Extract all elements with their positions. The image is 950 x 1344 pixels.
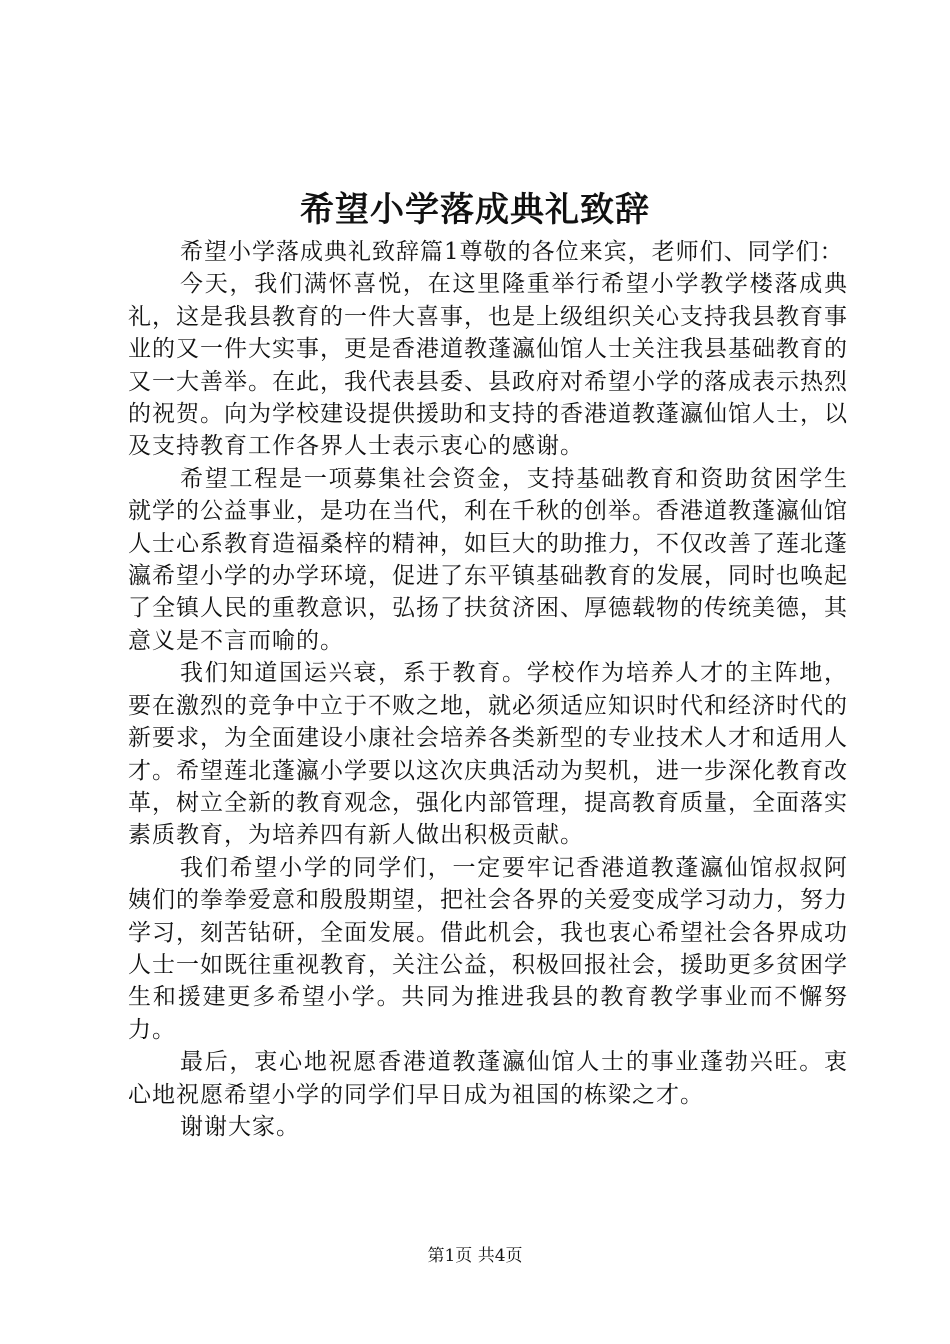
paragraph-5: 最后，衷心地祝愿香港道教蓬瀛仙馆人士的事业蓬勃兴旺。衷心地祝愿希望小学的同学们早日成为祖国的栋梁之才。 — [128, 1049, 848, 1108]
intro-paragraph: 希望小学落成典礼致辞篇1尊敬的各位来宾，老师们、同学们： — [180, 239, 844, 265]
paragraph-2: 希望工程是一项募集社会资金，支持基础教育和资助贫困学生就学的公益事业，是功在当代，利在千秋的创举。香港道教蓬瀛仙馆人士心系教育造福桑梓的精神，如巨大的助推力，不仅改善了莲北蓬瀛希望小学的办学环境，促进了东平镇基础教育的发展，同时也唤起了全镇人民的重教意识，弘扬了扶贫济困、厚德载物的传统美德，其意义是不言而喻的。 — [128, 465, 848, 654]
paragraph-1: 今天，我们满怀喜悦，在这里隆重举行希望小学教学楼落成典礼，这是我县教育的一件大喜事，也是上级组织关心支持我县教育事业的又一件大实事，更是香港道教蓬瀛仙馆人士关注我县基础教育的又一大善举。在此，我代表县委、县政府对希望小学的落成表示热烈的祝贺。向为学校建设提供援助和支持的香港道教蓬瀛仙馆人士，以及支持教育工作各界人士表示衷心的感谢。 — [128, 271, 848, 460]
document-body — [128, 236, 848, 1143]
paragraph-4: 我们希望小学的同学们，一定要牢记香港道教蓬瀛仙馆叔叔阿姨们的拳拳爱意和殷殷期望，把社会各界的关爱变成学习动力，努力学习，刻苦钻研，全面发展。借此机会，我也衷心希望社会各界成功人士一如既往重视教育，关注公益，积极回报社会，援助更多贫困学生和援建更多希望小学。共同为推进我县的教育教学事业而不懈努力。 — [128, 854, 848, 1043]
closing-paragraph: 谢谢大家。 — [180, 1113, 300, 1140]
document-title: 希望小学落成典礼致辞 — [300, 190, 650, 230]
paragraph-3: 我们知道国运兴衰，系于教育。学校作为培养人才的主阵地，要在激烈的竞争中立于不败之地，就必须适应知识时代和经济时代的新要求，为全面建设小康社会培养各类新型的专业技术人才和适用人才。希望莲北蓬瀛小学要以这次庆典活动为契机，进一步深化教育改革，树立全新的教育观念，强化内部管理，提高教育质量，全面落实素质教育，为培养四有新人做出积极贡献。 — [128, 660, 848, 849]
page-number-footer: 第1页 共4页 — [427, 1246, 523, 1266]
